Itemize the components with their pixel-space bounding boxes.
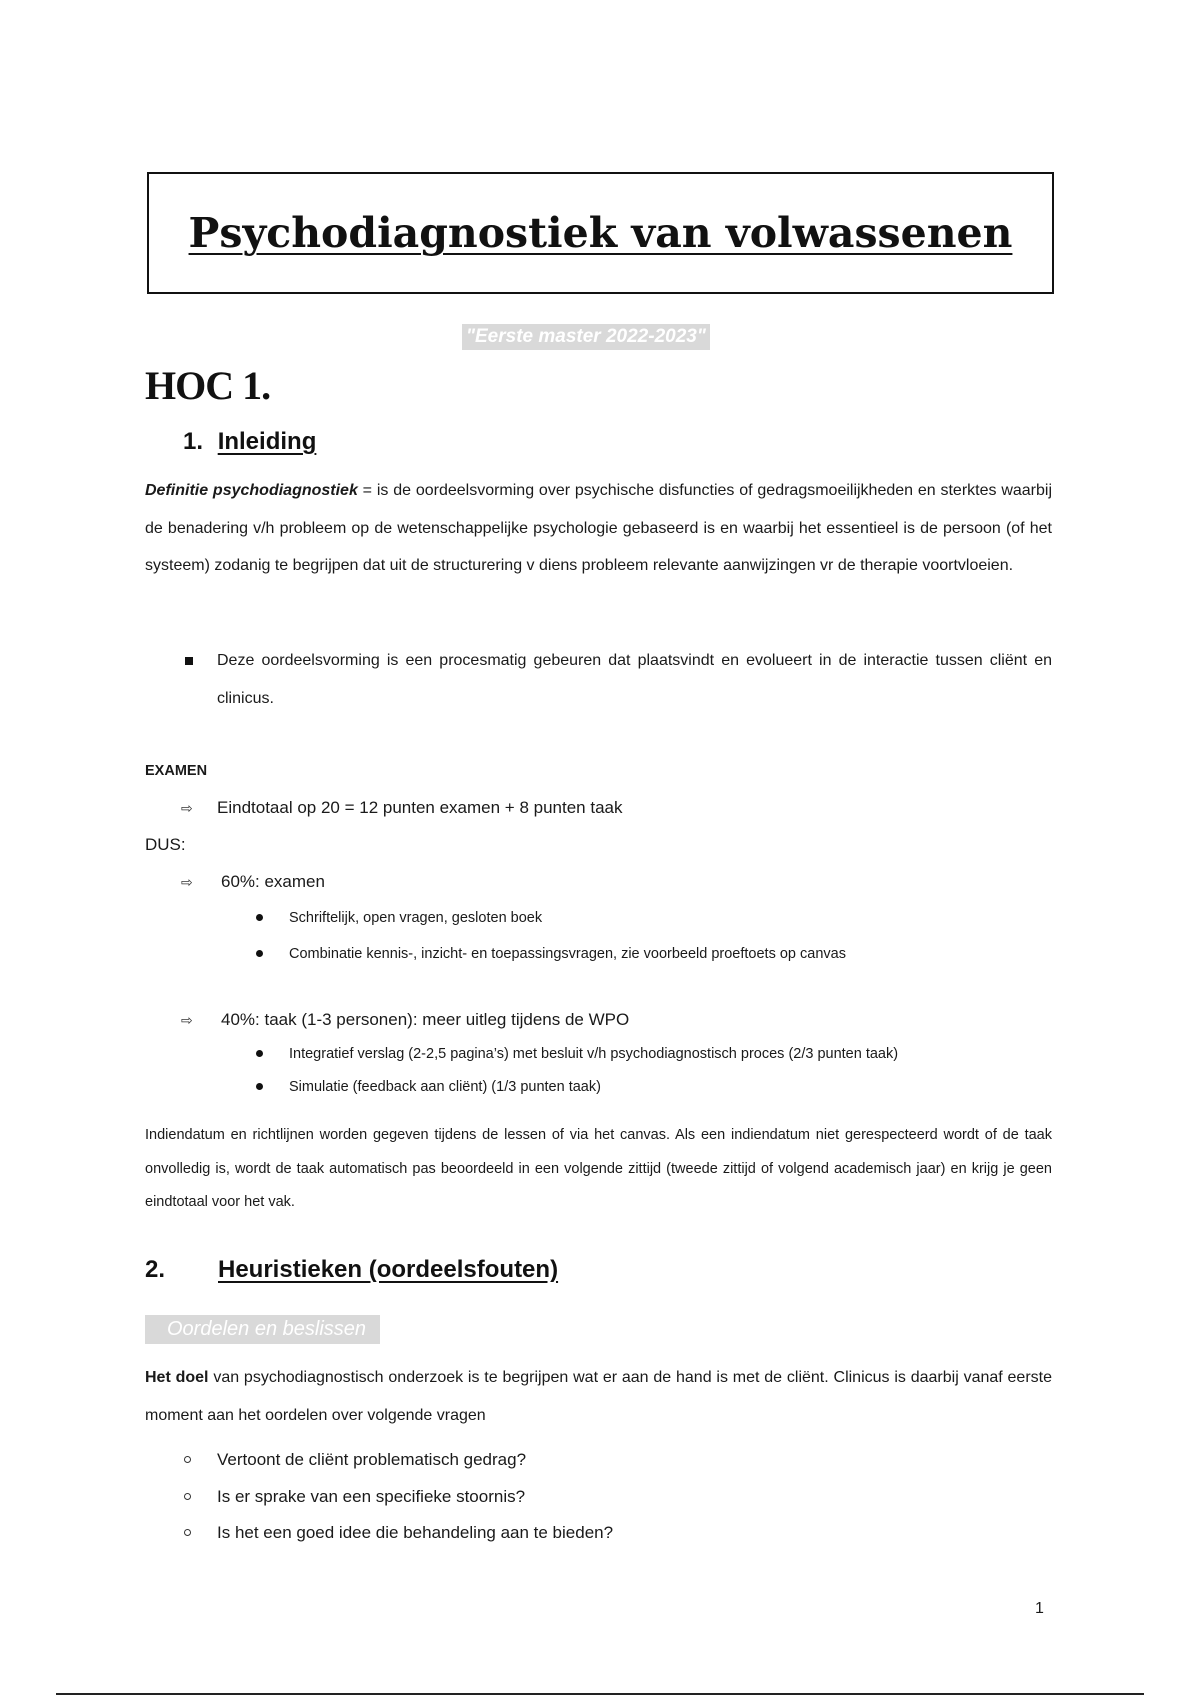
- exam-heading: EXAMEN: [145, 763, 208, 779]
- question-item: Vertoont de cliënt problematisch gedrag?: [217, 1450, 527, 1469]
- arrow-bullet-icon: ⇨: [181, 1012, 193, 1028]
- hoc-heading: HOC 1.: [145, 363, 271, 408]
- dus-label: DUS:: [145, 835, 186, 854]
- submission-note: Indiendatum en richtlijnen worden gegeven tijdens de lessen of via het canvas. Als een indiendatum niet gerespecteerd wordt of de taak onvolledig is, wordt de taak automatisch pas beoordeeld in een volgende zittijd (tweede zittijd of volgend academisch jaar) en krijg je geen eindtotaal voor het vak.: [145, 1127, 1052, 1210]
- document-title: Psychodiagnostiek van volwassenen: [188, 209, 1013, 257]
- section1-heading: [183, 428, 316, 456]
- definition-term: Definitie psychodiagnostiek: [145, 482, 358, 499]
- exam-part: 60%: examen: [221, 872, 325, 891]
- goal-paragraph: [145, 1359, 1052, 1434]
- task-part: 40%: taak (1-3 personen): meer uitleg tijdens de WPO: [221, 1010, 630, 1029]
- exam-item: Combinatie kennis-, inzicht- en toepassingsvragen, zie voorbeeld proeftoets op canvas: [289, 946, 846, 962]
- section2-heading: [145, 1256, 559, 1284]
- section2-number: 2.: [145, 1256, 166, 1283]
- process-bullet-text: Deze oordeelsvorming is een procesmatig gebeuren dat plaatsvindt en evolueert in de interactie tussen cliënt en clinicus.: [217, 652, 1052, 707]
- section1-title: Inleiding: [217, 428, 317, 455]
- arrow-bullet-icon: ⇨: [181, 874, 193, 890]
- circle-bullet-icon: [184, 1529, 191, 1536]
- definition-text: = is de oordeelsvorming over psychische disfuncties of gedragsmoeilijkheden en sterktes waarbij de benadering v/h probleem op de wetenschappelijke psychologie gebaseerd is en waarbij het essentieel is de persoon (of het systeem) zodanig te begrijpen dat uit de structurering v diens probleem relevante aanwijzingen vr de therapie voortvloeien.: [145, 482, 1053, 574]
- task-item: Integratief verslag (2-2,5 pagina’s) met besluit v/h psychodiagnostisch proces (2/3 punten taak): [289, 1046, 899, 1062]
- dot-bullet-icon: [256, 1083, 263, 1090]
- goal-term: Het doel: [145, 1369, 209, 1386]
- dot-bullet-icon: [256, 1050, 263, 1057]
- exam-item: Schriftelijk, open vragen, gesloten boek: [289, 910, 543, 926]
- exam-total: Eindtotaal op 20 = 12 punten examen + 8 punten taak: [217, 798, 623, 817]
- question-item: Is er sprake van een specifieke stoornis?: [217, 1487, 526, 1506]
- circle-bullet-icon: [184, 1456, 191, 1463]
- square-bullet-icon: [185, 657, 193, 665]
- section2-title: Heuristieken (oordeelsfouten): [218, 1256, 559, 1283]
- dot-bullet-icon: [256, 950, 263, 957]
- page-number: 1: [1035, 1600, 1044, 1617]
- dot-bullet-icon: [256, 914, 263, 921]
- task-item: Simulatie (feedback aan cliënt) (1/3 punten taak): [289, 1079, 601, 1095]
- definition-paragraph: [145, 472, 1052, 585]
- question-item: Is het een goed idee die behandeling aan te bieden?: [217, 1523, 614, 1542]
- footer-divider: [56, 1693, 1144, 1695]
- section1-number: 1.: [183, 428, 204, 455]
- arrow-bullet-icon: ⇨: [181, 800, 193, 816]
- highlight-label: Oordelen en beslissen: [145, 1315, 380, 1344]
- goal-text: van psychodiagnostisch onderzoek is te begrijpen wat er aan de hand is met de cliënt. Clinicus is daarbij vanaf eerste moment aan het oordelen over volgende vragen: [145, 1369, 1053, 1424]
- title-box: [147, 172, 1054, 294]
- circle-bullet-icon: [184, 1493, 191, 1500]
- document-subtitle: "Eerste master 2022-2023": [462, 324, 710, 350]
